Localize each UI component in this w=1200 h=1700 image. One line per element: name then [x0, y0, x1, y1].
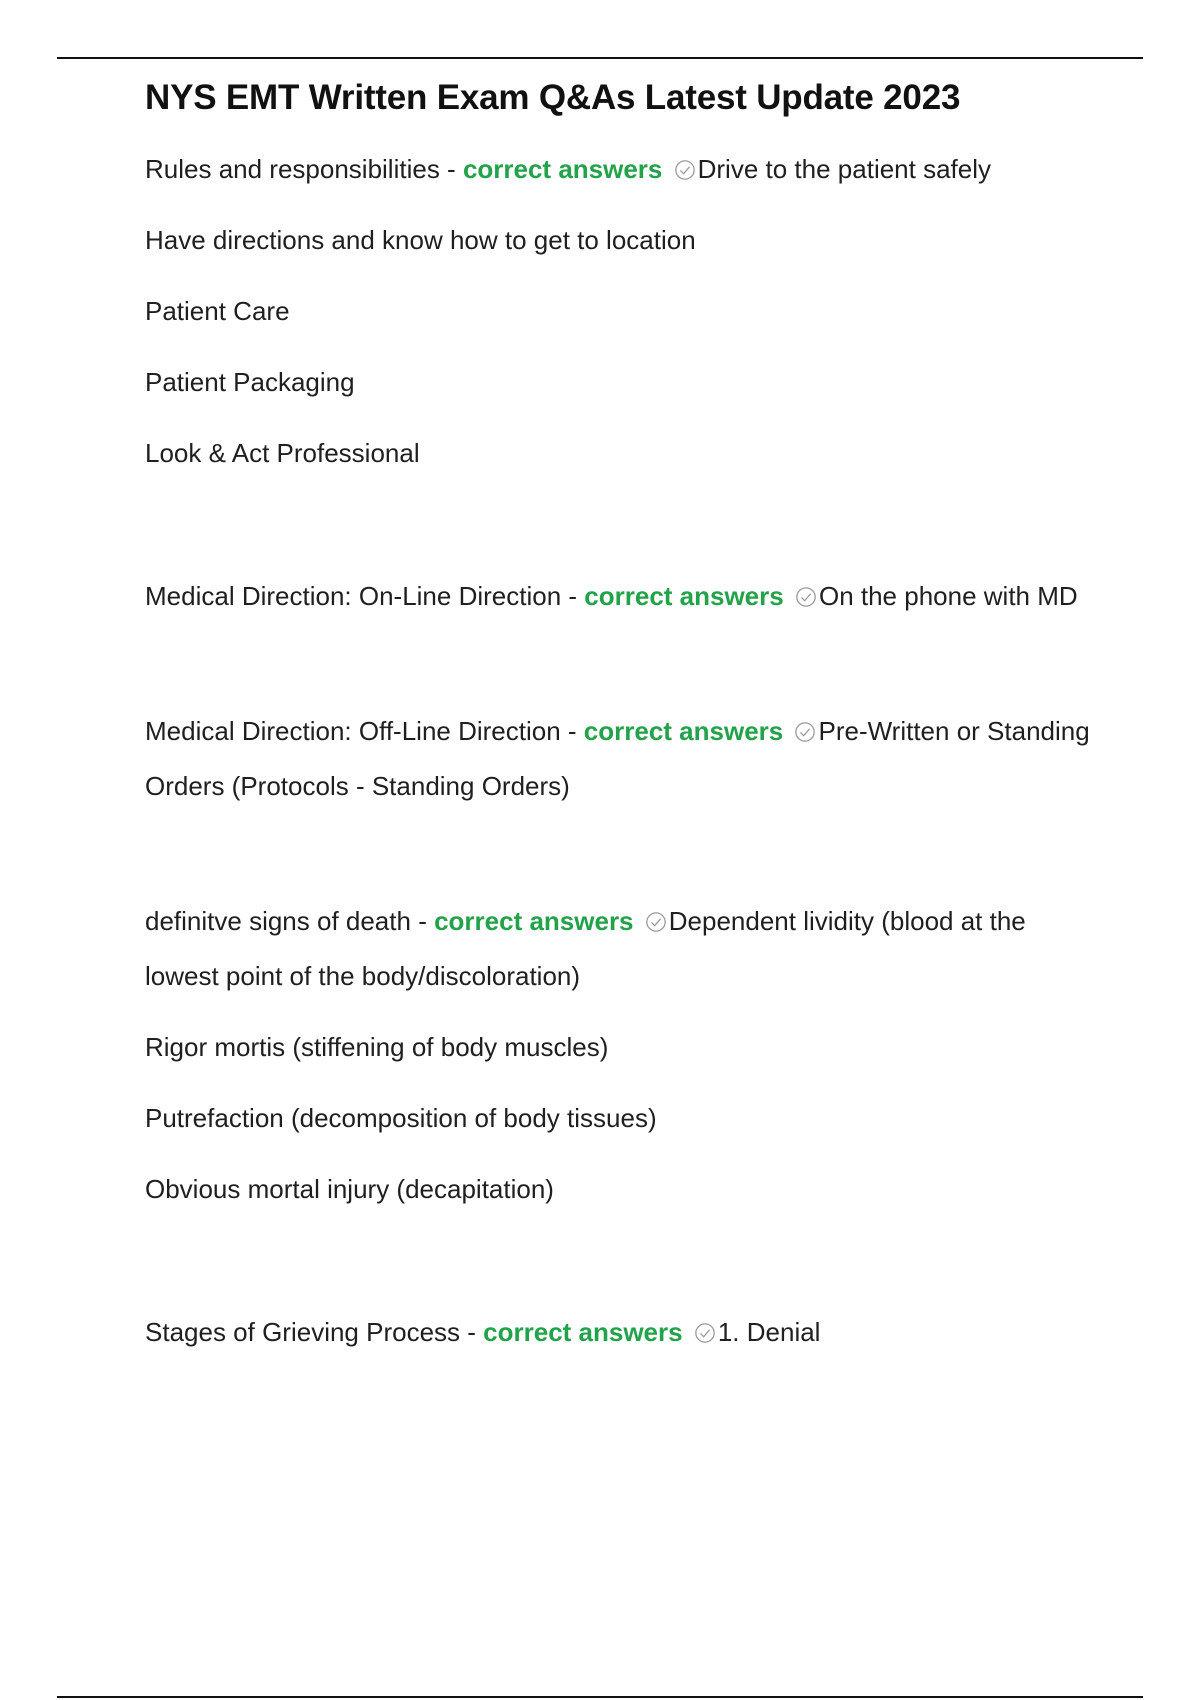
qa-line	[145, 894, 1105, 1004]
correct-answers-label: correct answers	[583, 716, 784, 746]
qa-question: Medical Direction: Off-Line Direction	[145, 716, 561, 746]
qa-extra-line: Rigor mortis (stiffening of body muscles)	[145, 1032, 609, 1062]
check-circle-icon	[795, 586, 817, 608]
correct-answers-label: correct answers	[462, 154, 663, 184]
qa-question: Medical Direction: On-Line Direction	[145, 581, 562, 611]
qa-item	[145, 704, 1105, 814]
qa-extra-line: Putrefaction (decomposition of body tissues)	[145, 1103, 657, 1133]
document-title: NYS EMT Written Exam Q&As Latest Update 2023	[145, 78, 961, 117]
correct-answers-label: correct answers	[434, 906, 634, 936]
correct-answers-label: correct answers	[483, 1317, 683, 1347]
qa-answer: 1. Denial	[717, 1317, 821, 1347]
qa-line	[145, 1305, 1105, 1360]
qa-item	[145, 894, 1105, 1217]
qa-item	[145, 1305, 1105, 1360]
qa-separator: -	[460, 1317, 484, 1347]
qa-answer: Drive to the patient safely	[697, 154, 992, 184]
bottom-rule	[57, 1696, 1143, 1698]
spacer	[145, 481, 1105, 569]
qa-extra-line: Patient Care	[145, 296, 290, 326]
spacer	[145, 1217, 1105, 1305]
qa-item	[145, 142, 1105, 481]
spacer	[145, 814, 1105, 894]
qa-line	[145, 142, 1105, 197]
qa-answer: Dependent lividity (blood at the lowest point of the body/discoloration)	[145, 906, 1026, 991]
qa-line	[145, 569, 1105, 624]
qa-question: definitve signs of death	[145, 906, 411, 936]
check-circle-icon	[694, 1322, 716, 1344]
check-circle-icon	[794, 721, 816, 743]
qa-question: Stages of Grieving Process	[145, 1317, 461, 1347]
document-body	[145, 74, 1105, 1360]
qa-separator: -	[410, 906, 435, 936]
qa-question: Rules and responsibilities	[145, 154, 440, 184]
check-circle-icon	[645, 911, 667, 933]
check-circle-icon	[674, 159, 696, 181]
qa-extra-line: Have directions and know how to get to location	[145, 225, 696, 255]
qa-answer: On the phone with MD	[818, 581, 1078, 611]
spacer	[145, 624, 1105, 704]
qa-extra-line: Patient Packaging	[145, 367, 355, 397]
qa-separator: -	[560, 716, 584, 746]
qa-separator: -	[561, 581, 585, 611]
qa-item	[145, 569, 1105, 624]
qa-extra-line: Obvious mortal injury (decapitation)	[145, 1174, 554, 1204]
qa-line	[145, 704, 1105, 814]
qa-answer: Pre-Written or Standing Orders (Protocols - Standing Orders)	[145, 716, 1090, 801]
correct-answers-label: correct answers	[584, 581, 784, 611]
top-rule	[57, 57, 1143, 59]
qa-separator: -	[439, 154, 463, 184]
qa-extra-line: Look & Act Professional	[145, 438, 420, 468]
